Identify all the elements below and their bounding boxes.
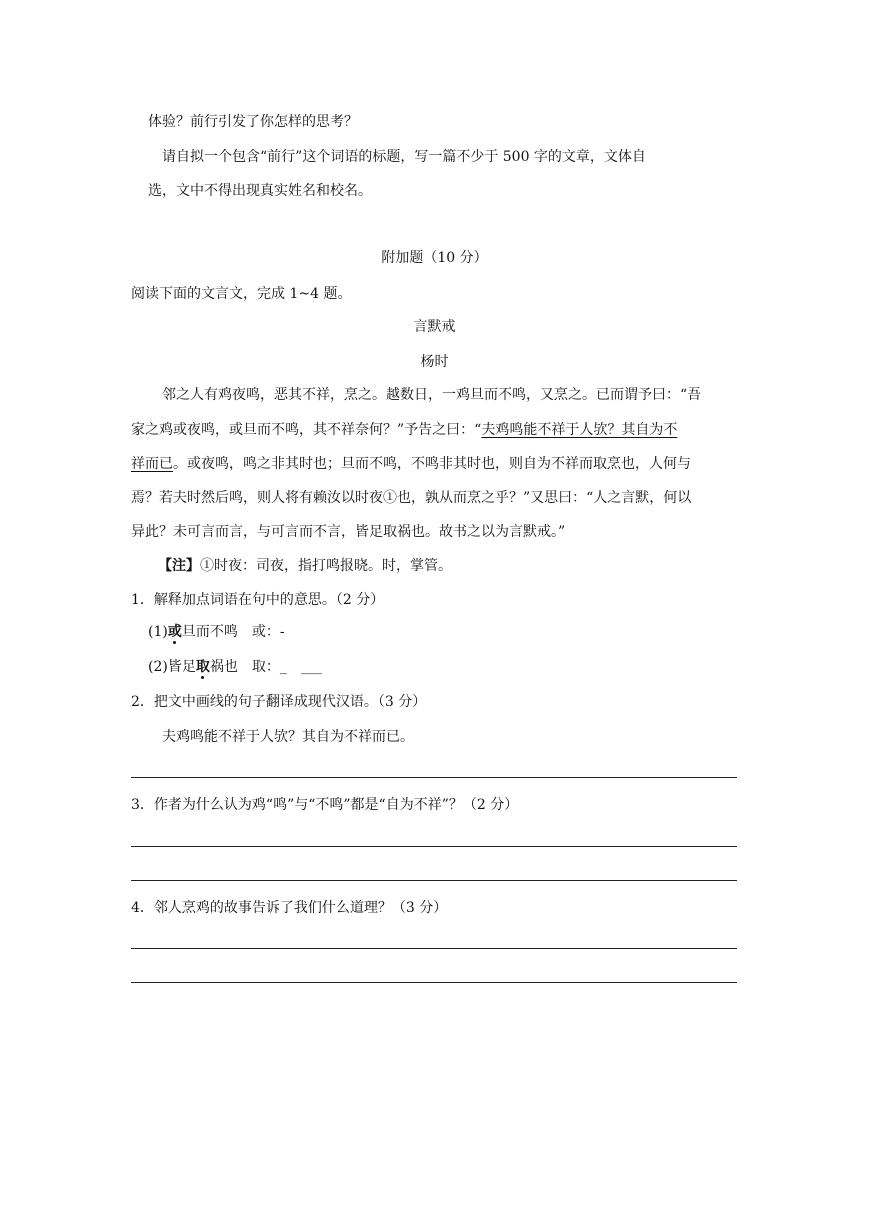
item-text: (2)皆足	[148, 659, 196, 675]
dotted-word: 或	[167, 624, 182, 640]
passage-text: 家之鸡或夜鸣，或旦而不鸣，其不祥奈何？”予告之曰：“	[131, 422, 482, 438]
question-4-stem: 4．邻人烹鸡的故事告诉了我们什么道理？（3 分）	[131, 900, 448, 916]
answer-line	[131, 777, 737, 778]
question-2-stem: 2．把文中画线的句子翻译成现代汉语。（3 分）	[131, 694, 427, 710]
item-text: 祸也 取：_ ___	[209, 659, 322, 675]
annotation-note	[158, 556, 452, 576]
passage-line-5: 异此？未可言而言，与可言而不言，皆足取祸也。故书之以为言默戒。”	[131, 524, 566, 540]
essay-line-3: 选，文中不得出现真实姓名和校名。	[148, 183, 372, 199]
passage-author: 杨时	[420, 354, 449, 370]
passage-text: 。或夜鸣，鸣之非其时也；旦而不鸣，不鸣非其时也，则自为不祥而取烹也，人何与	[173, 456, 691, 472]
question-3-stem: 3．作者为什么认为鸡“鸣”与“不鸣”都是“自为不祥”？（2 分）	[131, 797, 519, 813]
underlined-sentence-end: 祥而已	[131, 456, 173, 472]
reading-instruction: 阅读下面的文言文，完成 1~4 题。	[131, 286, 352, 302]
passage-line-2	[131, 420, 677, 440]
essay-line-2: 请自拟一个包含“前行”这个词语的标题，写一篇不少于 500 字的文章，文体自	[162, 149, 646, 165]
answer-line	[131, 846, 737, 847]
question-1-stem: 1．解释加点词语在句中的意思。（2 分）	[131, 592, 385, 608]
item-text: 旦而不鸣 或：-	[181, 624, 285, 640]
dotted-word: 取	[195, 659, 210, 675]
answer-line	[131, 982, 737, 983]
item-number: (1)	[148, 624, 168, 640]
essay-line-1: 体验？前行引发了你怎样的思考？	[148, 114, 358, 130]
passage-line-3	[131, 454, 691, 474]
question-1a	[148, 622, 285, 642]
answer-line	[131, 948, 737, 949]
passage-title: 言默戒	[413, 319, 456, 335]
passage-line-4: 焉？若夫时然后鸣，则人将有赖汝以时夜①也，孰从而烹之乎？”又思曰：“人之言默，何以	[131, 490, 692, 506]
passage-line-1: 邻之人有鸡夜鸣，恶其不祥，烹之。越数日，一鸡旦而不鸣，又烹之。已而谓予曰：“吾	[162, 387, 702, 403]
bonus-heading: 附加题（10 分）	[381, 250, 488, 266]
note-text: ①时夜：司夜，指打鸣报晓。时，掌管。	[200, 558, 452, 574]
question-1b	[148, 657, 322, 677]
underlined-sentence: 夫鸡鸣能不祥于人欤？其自为不	[481, 422, 678, 438]
answer-line	[131, 880, 737, 881]
translation-sentence: 夫鸡鸣能不祥于人欤？其自为不祥而已。	[162, 729, 414, 745]
note-label: 【注】	[158, 558, 200, 574]
